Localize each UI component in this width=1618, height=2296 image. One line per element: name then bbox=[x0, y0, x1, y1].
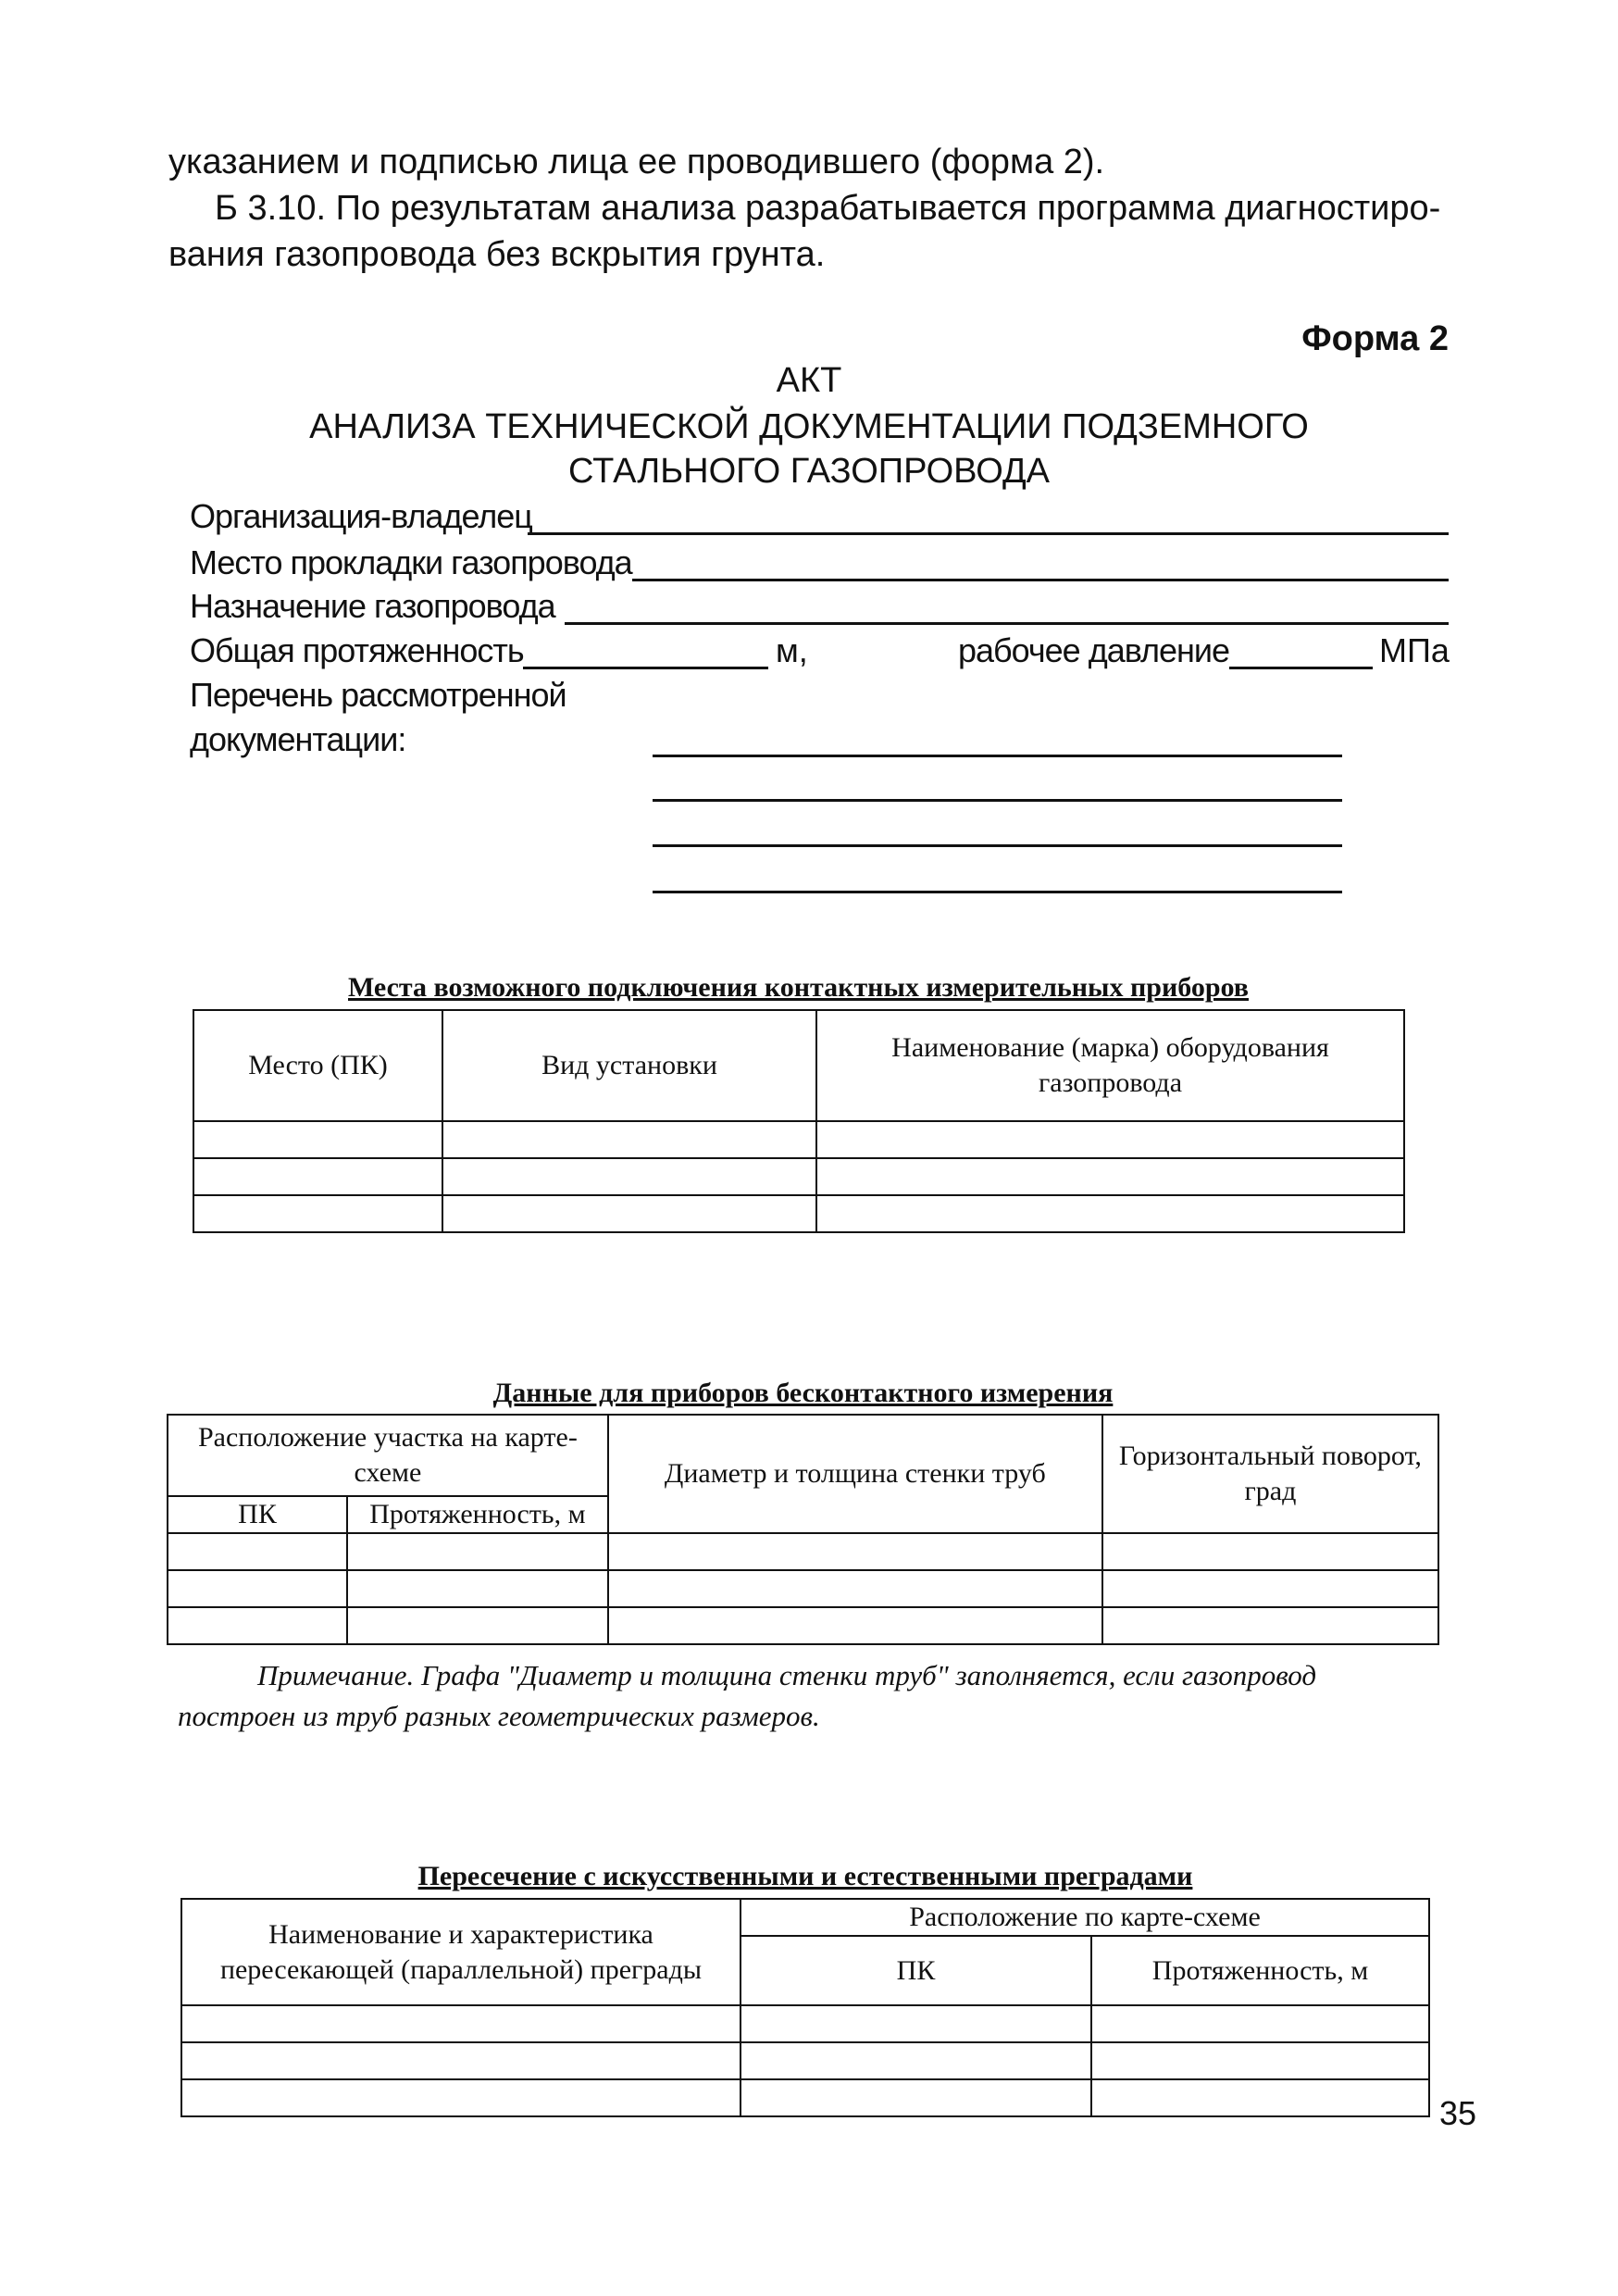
table-cell[interactable] bbox=[168, 1570, 347, 1607]
table2-subheader-length: Протяженность, м bbox=[347, 1496, 608, 1533]
pressure-label: рабочее давление bbox=[958, 631, 1230, 669]
pressure-unit: МПа bbox=[1379, 631, 1450, 669]
docs-field-3[interactable] bbox=[653, 844, 1342, 847]
act-subtitle-line-2: СТАЛЬНОГО ГАЗОПРОВОДА bbox=[567, 452, 1051, 491]
table-cell[interactable] bbox=[1102, 1533, 1438, 1570]
table1-header-type: Вид установки bbox=[442, 1010, 816, 1121]
docs-field-4[interactable] bbox=[653, 891, 1342, 893]
docs-field-1[interactable] bbox=[653, 755, 1342, 757]
table-cell[interactable] bbox=[442, 1121, 816, 1158]
table-cell[interactable] bbox=[193, 1195, 442, 1232]
table-cell[interactable] bbox=[347, 1533, 608, 1570]
table1-header-equipment: Наименование (марка) оборудования газопровода bbox=[816, 1010, 1404, 1121]
length-field[interactable] bbox=[523, 667, 768, 669]
docs-label-line-2: документации: bbox=[190, 720, 406, 758]
intro-line-2: Б 3.10. По результатам анализа разрабатывается программа диагностиро- bbox=[215, 189, 1441, 228]
intro-line-3: вания газопровода без вскрытия грунта. bbox=[168, 235, 826, 274]
act-title: АКТ bbox=[776, 361, 842, 400]
table3-header-name: Наименование и характеристика пересекающей (параллельной) преграды bbox=[181, 1899, 741, 2005]
table-cell[interactable] bbox=[608, 1570, 1102, 1607]
table-cell[interactable] bbox=[168, 1607, 347, 1644]
contactless-devices-table bbox=[167, 1414, 1439, 1645]
table-cell[interactable] bbox=[816, 1195, 1404, 1232]
table2-caption: Данные для приборов бесконтактного измерения bbox=[492, 1378, 1114, 1408]
table-cell[interactable] bbox=[608, 1607, 1102, 1644]
table-cell[interactable] bbox=[181, 2079, 741, 2116]
intro-line-1: указанием и подписью лица ее проводившего (форма 2). bbox=[168, 143, 1105, 181]
table2-header-location: Расположение участка на карте-схеме bbox=[168, 1415, 608, 1496]
note-line-1: Примечание. Графа "Диаметр и толщина стенки труб" заполняется, если газопровод bbox=[257, 1659, 1317, 1691]
length-label: Общая протяженность bbox=[190, 631, 524, 669]
table-cell[interactable] bbox=[816, 1158, 1404, 1195]
table3-subheader-length: Протяженность, м bbox=[1091, 1936, 1429, 2005]
table-cell[interactable] bbox=[741, 2005, 1091, 2042]
table-row bbox=[193, 1158, 1404, 1195]
note-line-2: построен из труб разных геометрических размеров. bbox=[178, 1700, 820, 1732]
table-row bbox=[193, 1121, 1404, 1158]
table-cell[interactable] bbox=[1091, 2079, 1429, 2116]
act-subtitle-line-1: АНАЛИЗА ТЕХНИЧЕСКОЙ ДОКУМЕНТАЦИИ ПОДЗЕМНОГО bbox=[309, 407, 1309, 446]
table-row bbox=[181, 2079, 1429, 2116]
length-unit: м, bbox=[776, 631, 808, 669]
location-label: Место прокладки газопровода bbox=[190, 543, 632, 581]
table1-header-place: Место (ПК) bbox=[193, 1010, 442, 1121]
table-cell[interactable] bbox=[741, 2042, 1091, 2079]
table-cell[interactable] bbox=[1091, 2042, 1429, 2079]
table3-header-location: Расположение по карте-схеме bbox=[741, 1899, 1429, 1936]
table-cell[interactable] bbox=[816, 1121, 1404, 1158]
table-row bbox=[181, 2042, 1429, 2079]
table-row bbox=[168, 1570, 1438, 1607]
table-row bbox=[193, 1195, 1404, 1232]
purpose-field[interactable] bbox=[565, 622, 1449, 625]
table-cell[interactable] bbox=[193, 1158, 442, 1195]
table-cell[interactable] bbox=[181, 2042, 741, 2079]
purpose-label: Назначение газопровода bbox=[190, 587, 555, 625]
table2-subheader-pk: ПК bbox=[168, 1496, 347, 1533]
table-cell[interactable] bbox=[608, 1533, 1102, 1570]
owner-label: Организация-владелец bbox=[190, 497, 532, 535]
table3-subheader-pk: ПК bbox=[741, 1936, 1091, 2005]
table-cell[interactable] bbox=[1102, 1570, 1438, 1607]
table-cell[interactable] bbox=[442, 1158, 816, 1195]
page-number: 35 bbox=[1439, 2094, 1477, 2132]
obstacles-table bbox=[180, 1898, 1430, 2117]
table-row bbox=[181, 2005, 1429, 2042]
table2-header-diameter: Диаметр и толщина стенки труб bbox=[608, 1415, 1102, 1533]
contact-devices-table bbox=[193, 1009, 1405, 1233]
docs-field-2[interactable] bbox=[653, 799, 1342, 802]
table-cell[interactable] bbox=[442, 1195, 816, 1232]
form-label: Форма 2 bbox=[1301, 319, 1449, 358]
pressure-field[interactable] bbox=[1229, 667, 1373, 669]
table-cell[interactable] bbox=[168, 1533, 347, 1570]
location-field[interactable] bbox=[632, 579, 1449, 581]
docs-label-line-1: Перечень рассмотренной bbox=[190, 676, 566, 714]
table-cell[interactable] bbox=[741, 2079, 1091, 2116]
table-row bbox=[168, 1607, 1438, 1644]
table-row bbox=[168, 1533, 1438, 1570]
table1-caption: Места возможного подключения контактных измерительных приборов bbox=[348, 972, 1249, 1003]
table-cell[interactable] bbox=[193, 1121, 442, 1158]
owner-field[interactable] bbox=[528, 532, 1449, 535]
table-cell[interactable] bbox=[1102, 1607, 1438, 1644]
table-cell[interactable] bbox=[347, 1570, 608, 1607]
table-cell[interactable] bbox=[347, 1607, 608, 1644]
table-cell[interactable] bbox=[1091, 2005, 1429, 2042]
table3-caption: Пересечение с искусственными и естественными преградами bbox=[417, 1861, 1193, 1891]
table2-header-turn: Горизонтальный поворот, град bbox=[1102, 1415, 1438, 1533]
table-cell[interactable] bbox=[181, 2005, 741, 2042]
